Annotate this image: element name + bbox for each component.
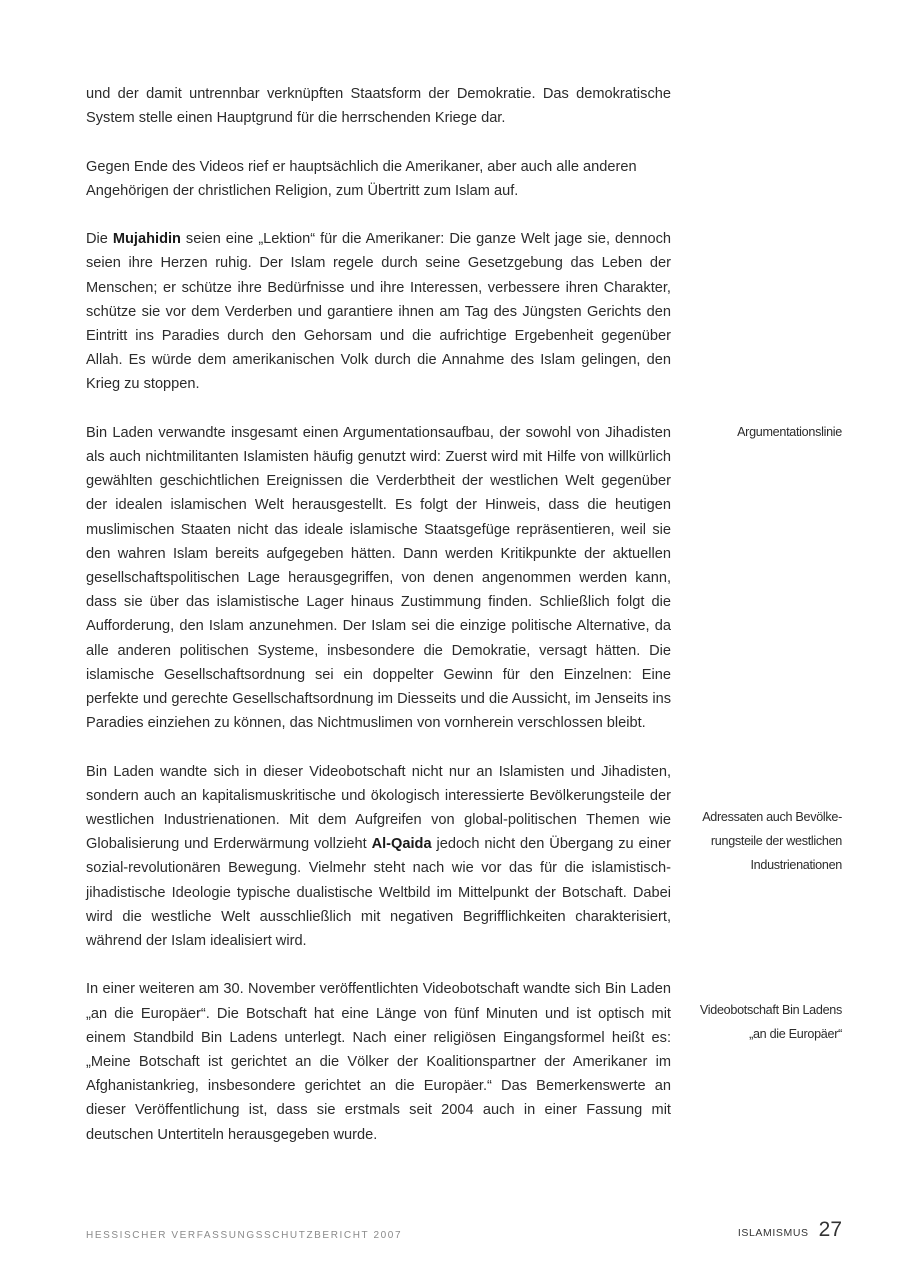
paragraph-5-pre: Bin Laden wandte sich in dieser Videobotschaft nicht nur an Islamisten und Jihadisten, sondern auch an kapitalismuskritische und ökologisch interessierte Bevölkerungsteile der westlichen Industrienationen. Mit dem Aufgreifen von global-politischen Themen wie Globalisierung und Erderwärmung vollzieht xyxy=(86,763,671,853)
margin-note-line: Industrienationen xyxy=(750,858,842,873)
margin-note-line: „an die Europäer“ xyxy=(749,1027,842,1042)
footer-section-label: ISLAMISMUS xyxy=(737,1227,809,1239)
paragraph-3-post: seien eine „Lektion“ für die Amerikaner: Die ganze Welt jage sie, dennoch seien ihre Herzen ruhig. Der Islam regele durch seine Gesetzgebung das Leben der Menschen; er schütze ihre Bedürfnisse und ihre Interessen, verbessere ihren Charakter, schütze sie vor dem Verderben und garantiere ihnen am Tag des Jüngsten Gerichts den Eintritt ins Paradies durch den Gehorsam und die aufrichtige Ergebenheit gegenüber Allah. Es würde dem amerikanischen Volk durch die Annahme des Islam gelingen, den Krieg zu stoppen. xyxy=(86,231,671,393)
margin-note-argumentationslinie xyxy=(662,420,842,444)
body-text xyxy=(86,82,671,1147)
paragraph-6: In einer weiteren am 30. November veröffentlichten Videobotschaft wandte sich Bin Laden „an die Europäer“. Die Botschaft hat eine Länge von fünf Minuten und ist optisch mit einem Standbild Bin Ladens unterlegt. Nach einer religiösen Eingangsformel heißt es: „Meine Botschaft ist gerichtet an die Völker der Koalitionspartner der Amerikaner im Afghanistankrieg, insbesondere gerichtet an die Europäer.“ Das Bemerkenswerte an dieser Veröffentlichung ist, dass sie erstmals seit 2004 auch in einer Fassung mit deutschen Untertiteln herausgegeben wurde. xyxy=(86,981,671,1143)
paragraph-1: und der damit untrennbar verknüpften Staatsform der Demokratie. Das demokratische System stelle einen Hauptgrund für die herrschenden Kriege dar. xyxy=(86,86,671,127)
term-al-qaida: Al-Qaida xyxy=(371,836,432,853)
margin-note-line: Argumentationslinie xyxy=(737,425,842,439)
footer-page-info xyxy=(738,1218,842,1242)
margin-note-adressaten xyxy=(662,805,842,878)
margin-note-line: Adressaten auch Bevölke- xyxy=(702,810,842,824)
paragraph-5-post: jedoch nicht den Übergang zu einer sozial-revolutionären Bewegung. Vielmehr steht nach wie vor das für die islamistisch-jihadistische Ideologie typische dualistische Weltbild im Mittelpunkt der Botschaft. Dabei wird die westliche Welt ausschließlich mit negativen Begrifflichkeiten charakterisiert, während der Islam idealisiert wird. xyxy=(86,836,671,950)
term-mujahidin: Mujahidin xyxy=(112,231,181,248)
paragraph-2: Gegen Ende des Videos rief er hauptsächlich die Amerikaner, aber auch alle anderen Angehörigen der christlichen Religion, zum Übertritt zum Islam auf. xyxy=(86,158,637,199)
paragraph-5 xyxy=(86,760,671,954)
margin-note-line: rungsteile der westlichen xyxy=(710,834,842,849)
margin-note-line: Videobotschaft Bin Ladens xyxy=(699,1003,842,1017)
paragraph-4: Bin Laden verwandte insgesamt einen Argumentationsaufbau, der sowohl von Jihadisten als auch nichtmilitanten Islamisten häufig genutzt wird: Zuerst wird mit Hilfe von willkürlich gewählten geschichtlichen Ereignissen die Verderbtheit der westlichen Welt gegenüber der idealen islamischen Welt herausgestellt. Es folgt der Hinweis, dass die heutigen muslimischen Staaten nicht das ideale islamische Staatsgefüge repräsentieren, weil sie den wahren Islam bereits aufgegeben hätten. Dann werden Kritikpunkte der aktuellen gesellschaftspolitischen Lage herausgegriffen, von denen angenommen werden kann, dass sie über das islamistische Lager hinaus Zustimmung finden. Schließlich folgt die Aufforderung, den Islam anzunehmen. Der Islam sei die einzige politische Alternative, da alle anderen politischen Systeme, insbesondere die Demokratie, versagt hätten. Die islamische Gesellschaftsordnung sei ein doppelter Gewinn für den Einzelnen: Eine perfekte und gerechte Gesellschaftsordnung im Diesseits und die Aussicht, im Jenseits ins Paradies einziehen zu können, das Nichtmuslimen von vornherein verschlossen bleibt. xyxy=(86,424,671,732)
footer-publication: HESSISCHER VERFASSUNGSSCHUTZBERICHT 2007 xyxy=(86,1230,403,1241)
margin-note-videobotschaft xyxy=(662,998,842,1046)
paragraph-3 xyxy=(86,227,671,396)
page-number: 27 xyxy=(818,1218,842,1241)
paragraph-3-pre: Die xyxy=(86,231,113,248)
